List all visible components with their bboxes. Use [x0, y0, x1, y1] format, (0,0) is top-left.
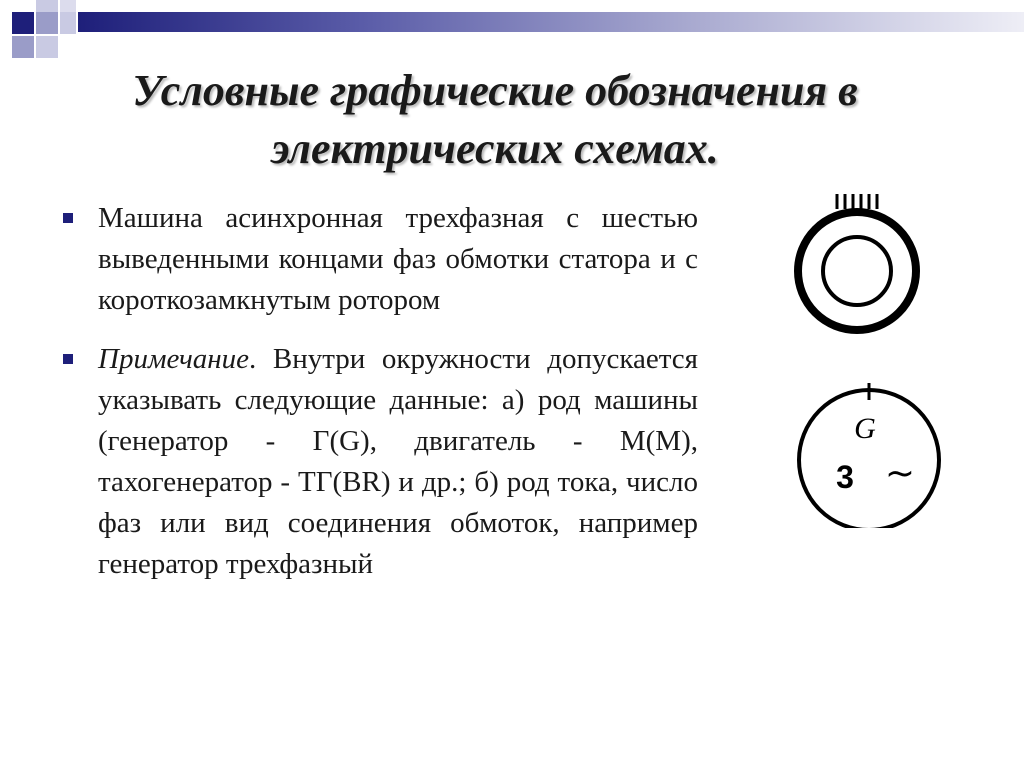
async-motor-symbol	[780, 185, 940, 335]
bullet-square-icon	[63, 354, 73, 364]
header-gradient-bar	[78, 12, 1024, 32]
bullet-text	[98, 339, 698, 585]
decorative-square	[60, 12, 76, 34]
bullet-list	[58, 198, 698, 603]
note-label: Примечание	[98, 343, 250, 375]
stator-leads	[837, 194, 877, 209]
bullet-item	[58, 339, 698, 585]
decorative-square	[12, 12, 34, 34]
decorative-square	[60, 0, 76, 12]
current-type-label: ~	[884, 453, 916, 494]
slide-title: Условные графические обозначения в электрических схемах.	[132, 66, 858, 173]
bullet-text: Машина асинхронная трехфазная с шестью выведенными концами фаз обмотки статора и с короткозамкнутым ротором	[98, 202, 698, 316]
bullet-item	[58, 198, 698, 321]
decorative-square	[36, 12, 58, 34]
decorative-square	[36, 36, 58, 58]
generator-circle	[799, 390, 939, 528]
phase-count: 3	[836, 459, 854, 495]
machine-letter: G	[854, 412, 876, 445]
generator-symbol	[790, 378, 950, 528]
bullet-square-icon	[63, 213, 73, 223]
note-text: . Внутри окружности допускается указывать следующие данные: а) род машины (генератор - Г(G), двигатель - М(М), тахогенератор - ТГ(BR) и др.; б) род тока, число фаз или вид соединения обмоток, например генератор трехфазный	[98, 343, 698, 580]
decorative-square	[12, 36, 34, 58]
decorative-square	[36, 0, 58, 12]
stator-circle	[798, 212, 916, 330]
rotor-circle	[823, 237, 891, 305]
